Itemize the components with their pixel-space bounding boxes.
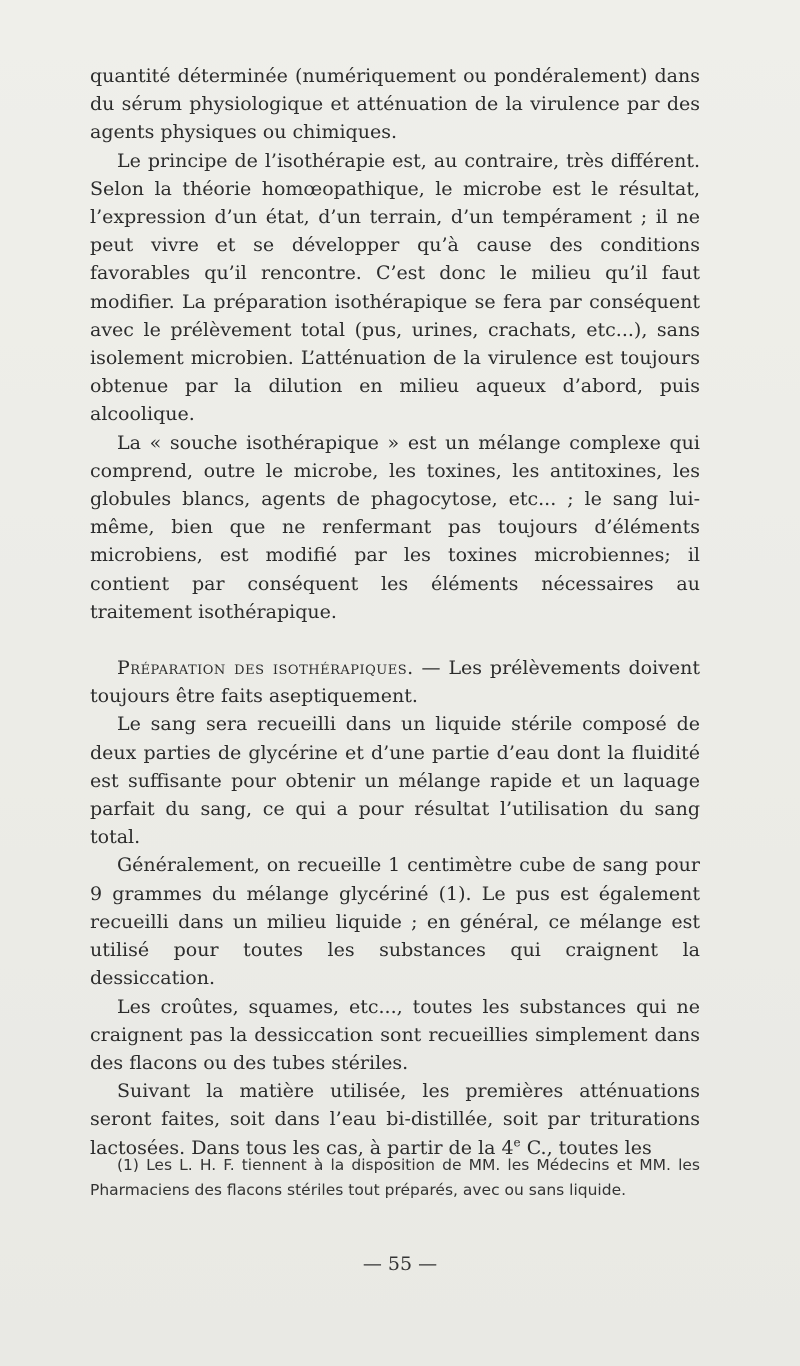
paragraph-isotherapy-principle: Le principe de l’isothérapie est, au contraire, très différent. Selon la théorie homœopathique, le microbe est le résultat, l’expression d’un état, d’un terrain, d’un tempérament ; il ne peut vivre et se développer qu’à cause des conditions favorables qu’il rencontre. C’est donc le milieu qu’il faut modifier. La préparation isothérapique se fera par conséquent avec le prélèvement total (pus, urines, crachats, etc...), sans isolement microbien. L’atténuation de la virulence est toujours obtenue par la dilution en milieu aqueux d’abord, puis alcoolique.	[90, 149, 700, 426]
section-first-sentence: Les prélèvements doivent toujours être faits aseptiquement.	[90, 657, 700, 708]
paragraph-continuation: quantité déterminée (numériquement ou pondéralement) dans du sérum physiologique et atténuation de la virulence par des agents physiques ou chimiques.	[90, 65, 700, 144]
paragraph-attenuations	[90, 1077, 700, 1162]
paragraph-blood-collection: Le sang sera recueilli dans un liquide stérile composé de deux parties de glycérine et d’une partie d’eau dont la fluidité est suffisante pour obtenir un mélange rapide et un laquage parfait du sang, ce qui a pour résultat l’utilisation du sang total.	[90, 713, 700, 849]
main-text	[90, 62, 700, 1162]
attenuations-text: Suivant la matière utilisée, les premières atténuations seront faites, soit dans l’eau bi-distillée, soit par triturations lactosées. Dans tous les cas, à partir de la 4	[90, 1080, 700, 1159]
paragraph-isotherapic-strain: La « souche isothérapique » est un mélange complexe qui comprend, outre le microbe, les toxines, les antitoxines, les globules blancs, agents de phagocytose, etc... ; le sang lui-même, bien que ne renfermant pas toujours d’éléments microbiens, est modifié par les toxines microbiennes; il contient par conséquent les éléments nécessaires au traitement isothérapique.	[90, 431, 700, 623]
superscript-e: e	[513, 1135, 521, 1150]
footnote-text: (1) Les L. H. F. tiennent à la disposition de MM. les Médecins et MM. les Pharmaciens des flacons stériles tout préparés, avec ou sans liquide.	[90, 1156, 700, 1199]
paragraph-crusts: Les croûtes, squames, etc..., toutes les substances qui ne craignent pas la dessiccation sont recueillies simplement dans des flacons ou des tubes stériles.	[90, 995, 700, 1074]
paragraph-glycerin-mixture: Généralement, on recueille 1 centimètre cube de sang pour 9 grammes du mélange glycériné (1). Le pus est également recueilli dans un milieu liquide ; en général, ce mélange est utilisé pour toutes les substances qui craignent la dessiccation.	[90, 854, 700, 990]
footnote	[90, 1153, 700, 1203]
page-number: — 55 —	[362, 1253, 438, 1275]
section-dash: —	[413, 657, 449, 680]
paragraph-preparation	[90, 654, 700, 710]
attenuations-text-end: C., toutes les	[520, 1136, 652, 1159]
section-heading: Préparation des isothérapiques.	[117, 657, 414, 680]
